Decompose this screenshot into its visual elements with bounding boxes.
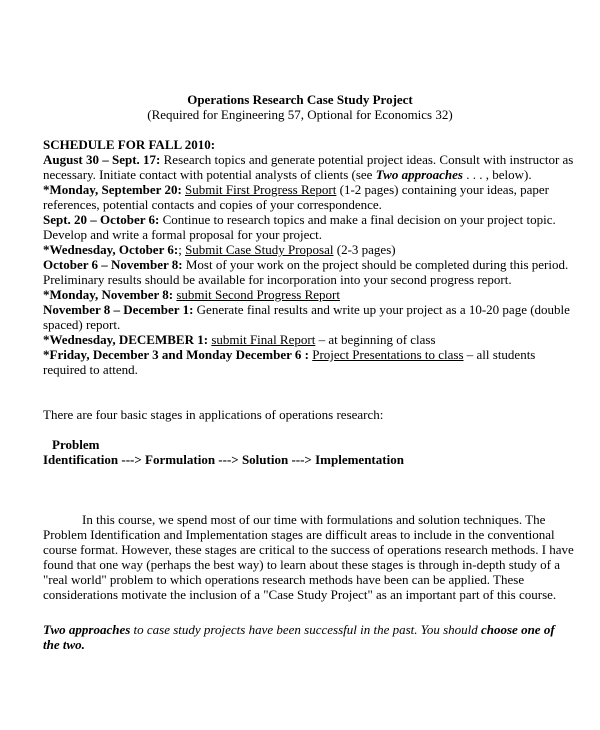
schedule-entry-6: *Monday, November 8: submit Second Progress Report <box>43 287 340 302</box>
deliverable-link: Submit First Progress Report <box>185 182 337 197</box>
body-paragraph-line-1: In this course, we spend most of our time with formulations and solution techniques. The <box>82 512 546 527</box>
deliverable-link: submit Second Progress Report <box>176 287 340 302</box>
body-paragraph-line-2: Problem Identification and Implementation stages are difficult areas to include in the conventional <box>43 527 555 542</box>
body-paragraph-line-6: considerations motivate the inclusion of a "Case Study Project" as an important part of this course. <box>43 587 557 602</box>
document-title: Operations Research Case Study Project <box>187 92 413 107</box>
schedule-entry-5-cont: Preliminary results should be available for incorporation into your second progress report. <box>43 272 512 287</box>
schedule-entry-7: November 8 – December 1: Generate final results and write up your project as a 10-20 page (double <box>43 302 570 317</box>
schedule-entry-2: *Monday, September 20: Submit First Progress Report (1-2 pages) containing your ideas, paper <box>43 182 549 197</box>
schedule-heading: SCHEDULE FOR FALL 2010: <box>43 137 216 152</box>
schedule-entry-5: October 6 – November 8: Most of your work on the project should be completed during this period. <box>43 257 569 272</box>
schedule-entry-3: Sept. 20 – October 6: Continue to research topics and make a final decision on your project topic. <box>43 212 556 227</box>
body-paragraph-line-3: course format. However, these stages are critical to the success of operations research methods. I have <box>43 542 574 557</box>
schedule-entry-7-cont: spaced) report. <box>43 317 121 332</box>
schedule-entry-2-cont: references, potential contacts and copies of your correspondence. <box>43 197 382 212</box>
schedule-entry-9: *Friday, December 3 and Monday December 6 : Project Presentations to class – all students <box>43 347 536 362</box>
schedule-entry-4: *Wednesday, October 6:; Submit Case Study Proposal (2-3 pages) <box>43 242 396 257</box>
deliverable-link: Project Presentations to class <box>312 347 464 362</box>
schedule-entry-8: *Wednesday, DECEMBER 1: submit Final Report – at beginning of class <box>43 332 436 347</box>
stages-problem-word: Problem <box>52 437 100 452</box>
deliverable-link: Submit Case Study Proposal <box>185 242 334 257</box>
body-paragraph-line-4: found that one way (perhaps the best way) to learn about these stages is through in-depth study of a <box>43 557 560 572</box>
body-paragraph-line-5: "real world" problem to which operations research methods have been can be applied. These <box>43 572 525 587</box>
stages-flow: Identification ---> Formulation ---> Solution ---> Implementation <box>43 452 404 467</box>
stages-intro: There are four basic stages in applications of operations research: <box>43 407 384 422</box>
schedule-entry-3-cont: Develop and write a formal proposal for your project. <box>43 227 323 242</box>
closing-line-2: the two. <box>43 637 85 652</box>
closing-line-1: Two approaches to case study projects have been successful in the past. You should choose one of <box>43 622 555 637</box>
schedule-entry-1-cont: necessary. Initiate contact with potential analysts of clients (see Two approaches . . . , below). <box>43 167 532 182</box>
document-subtitle: (Required for Engineering 57, Optional for Economics 32) <box>147 107 453 122</box>
schedule-entry-1: August 30 – Sept. 17: Research topics and generate potential project ideas. Consult with instructor as <box>43 152 574 167</box>
deliverable-link: submit Final Report <box>211 332 316 347</box>
schedule-entry-9-cont: required to attend. <box>43 362 138 377</box>
